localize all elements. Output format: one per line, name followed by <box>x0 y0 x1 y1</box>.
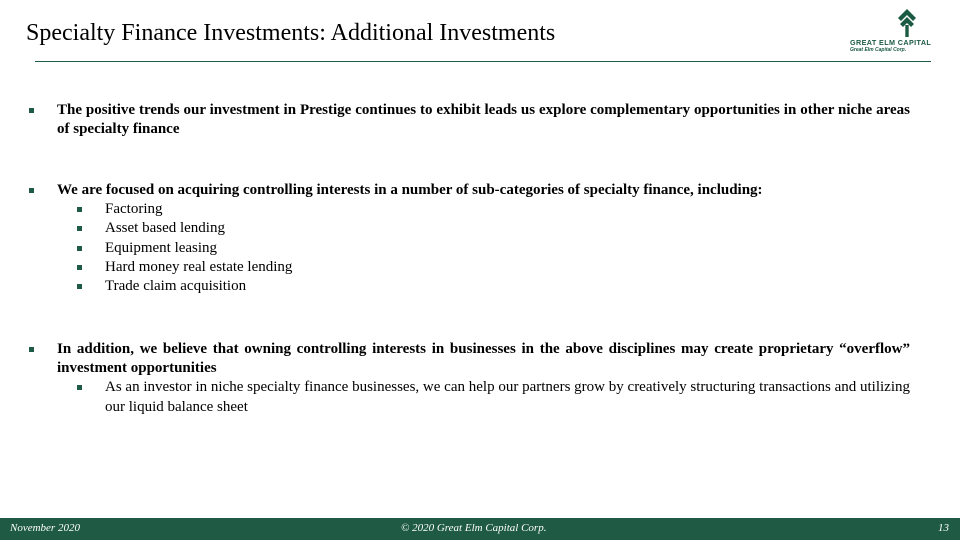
sub-bullet-item <box>26 219 910 238</box>
sub-bullet-text: Asset based lending <box>105 220 225 237</box>
sub-bullet-text: Equipment leasing <box>105 239 218 256</box>
sub-bullet-item <box>26 277 910 296</box>
title-divider <box>35 61 931 62</box>
sub-bullet-item <box>26 258 910 277</box>
logo-subtitle: Great Elm Capital Corp. <box>850 47 907 53</box>
sub-bullet-text: Factoring <box>105 201 163 217</box>
company-logo <box>846 8 954 54</box>
sub-bullet-text: Trade claim acquisition <box>105 278 247 295</box>
footer-bar <box>0 518 960 540</box>
sub-bullet-item <box>26 378 910 417</box>
bullet-list <box>26 101 910 417</box>
sub-bullet-item <box>26 239 910 258</box>
bullet-marker <box>77 226 82 231</box>
bullet-marker <box>29 188 34 193</box>
slide-title: Specialty Finance Investments: Additional Investments <box>26 20 556 46</box>
bullet-marker <box>29 108 34 113</box>
sub-bullet-item <box>26 200 910 219</box>
page-number: 13 <box>938 522 949 534</box>
bullet-item <box>26 101 910 139</box>
bullet-marker <box>77 265 82 270</box>
bullet-marker <box>77 246 82 251</box>
bullet-marker <box>77 284 82 289</box>
logo-wordmark: GREAT ELM CAPITAL <box>850 38 932 47</box>
bullet-text: The positive trends our investment in Prestige continues to exhibit leads us explore complementary opportunities in other niche areas of specialty finance <box>57 102 910 137</box>
bullet-marker <box>77 385 82 390</box>
sub-bullet-text: As an investor in niche specialty finance businesses, we can help our partners grow by creatively structuring transactions and utilizing our liquid balance sheet <box>105 379 910 415</box>
bullet-item <box>26 340 910 378</box>
sub-bullet-text: Hard money real estate lending <box>105 258 293 275</box>
footer-copyright: © 2020 Great Elm Capital Corp. <box>401 522 547 534</box>
bullet-text: We are focused on acquiring controlling interests in a number of sub-categories of specialty finance, including: <box>57 182 763 198</box>
bullet-text: In addition, we believe that owning controlling interests in businesses in the above disciplines may create proprietary “overflow” investment opportunities <box>57 341 910 377</box>
bullet-item <box>26 181 910 200</box>
chevron-tree-icon <box>892 8 922 38</box>
bullet-marker <box>77 207 82 212</box>
footer-date: November 2020 <box>10 522 80 534</box>
bullet-marker <box>29 347 34 352</box>
